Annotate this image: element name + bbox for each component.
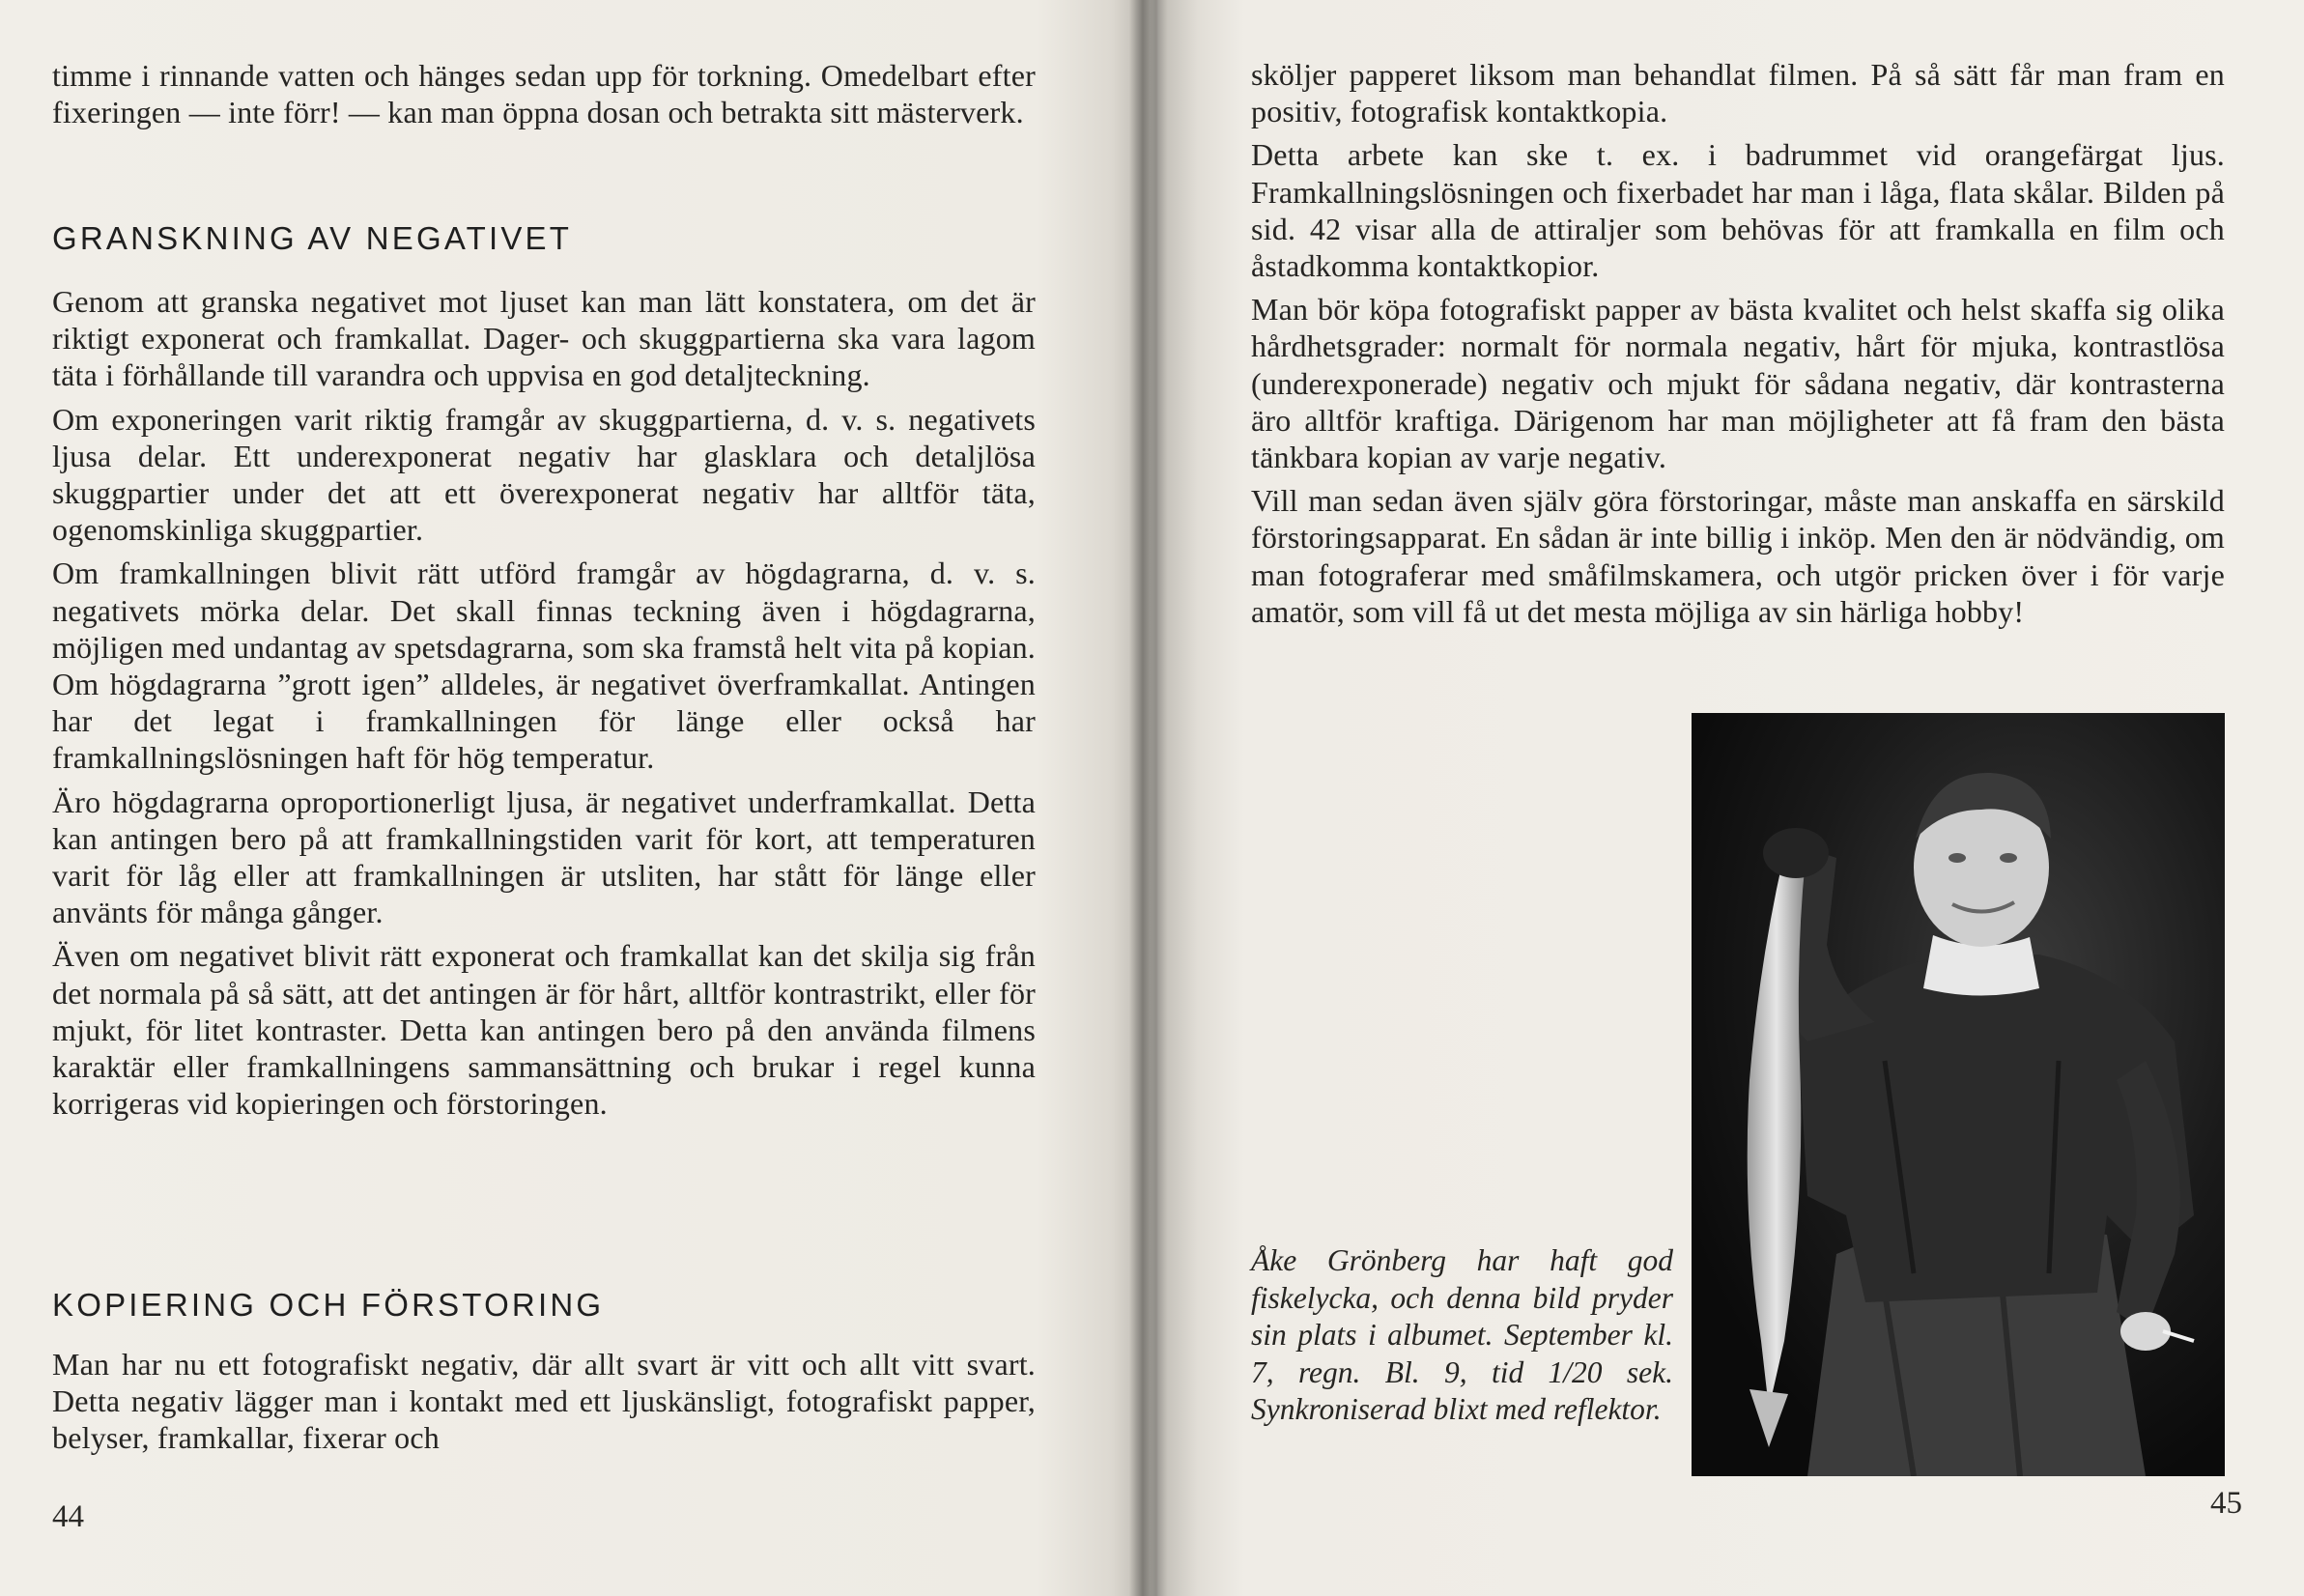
paragraph: Man bör köpa fotografiskt papper av bästa kvalitet och helst skaffa sig olika hårdhetsgrader: normalt för normala negativ, hårt för mjuka, kontrastlösa (underexponerade) negativ och mjukt för sådana negativ, där kontrasterna äro alltför kraftiga. Därigenom har man möjligheter att få fram den bästa tänkbara kopian av varje negativ.	[1251, 292, 2225, 475]
intro-text	[52, 57, 1036, 137]
paragraph: Vill man sedan även själv göra förstoringar, måste man anskaffa en särskild förstoringsapparat. En sådan är inte billig i inköp. Men den är nödvändig, om man fotograferar med småfilmskamera, och utgör pricken över i för varje amatör, som vill få ut det mesta möjliga av sin härliga hobby!	[1251, 483, 2225, 629]
paragraph: Detta arbete kan ske t. ex. i badrummet vid orangefärgat ljus. Framkallningslösningen och fixerbadet har man i låga, flata skålar. Bilden på sid. 42 visar alla de attiraljer som behövas för att framkalla en film och åstadkomma kontaktkopior.	[1251, 137, 2225, 284]
photo-caption	[1251, 1242, 1673, 1429]
paragraph: Om framkallningen blivit rätt utförd framgår av högdagrarna, d. v. s. negativets mörka delar. Det skall finnas teckning även i högdagrarna, möjligen med undantag av spetsdagrarna, som ska framstå helt vita på kopian. Om högdagrarna ”grott igen” alldeles, är negativet överframkallat. Antingen har det legat i framkallningen för länge eller också har framkallningslösningen haft för hög temperatur.	[52, 556, 1036, 776]
paragraph: Om exponeringen varit riktig framgår av skuggpartierna, d. v. s. negativets ljusa delar. Ett underexponerat negativ har glasklara och detaljlösa skuggpartier under det att ett överexponerat negativ har alltför täta, ogenomskinliga skuggpartier.	[52, 401, 1036, 548]
section-kopiering-body	[52, 1346, 1036, 1464]
intro-paragraph: timme i rinnande vatten och hänges sedan upp för torkning. Omedelbart efter fixeringen — inte förr! — kan man öppna dosan och betrakta sitt mästerverk.	[52, 58, 1036, 130]
left-page	[0, 0, 1130, 1596]
section-heading-kopiering: KOPIERING OCH FÖRSTORING	[52, 1287, 605, 1323]
paragraph: Även om negativet blivit rätt exponerat och framkallat kan det skilja sig från det normala på så sätt, att det antingen är för hårt, alltför kontrastrikt, eller för mjukt, för litet kontraster. Detta kan antingen bero på den använda filmens karaktär eller framkallningens sammansättning och brukar i regel kunna korrigeras vid kopieringen och förstoringen.	[52, 938, 1036, 1122]
page-number-right: 45	[2210, 1486, 2242, 1521]
paragraph: sköljer papperet liksom man behandlat filmen. På så sätt får man fram en positiv, fotografisk kontaktkopia.	[1251, 57, 2225, 129]
paragraph: Genom att granska negativet mot ljuset kan man lätt konstatera, om det är riktigt exponerat och framkallat. Dager- och skuggpartierna ska vara lagom täta i förhållande till varandra och uppvisa en god detaljteckning.	[52, 284, 1036, 393]
photo-man-with-fish	[1692, 713, 2225, 1476]
paragraph: Man har nu ett fotografiskt negativ, där allt svart är vitt och allt vitt svart. Detta negativ lägger man i kontakt med ett ljuskänsligt, fotografiskt papper, belyser, framkallar, fixerar och	[52, 1347, 1036, 1456]
right-page	[1169, 0, 2304, 1596]
page-number-left: 44	[52, 1499, 84, 1534]
right-body-text	[1251, 56, 2225, 637]
photo-illustration	[1692, 713, 2225, 1476]
section-granskning-body	[52, 283, 1036, 1128]
caption-text: Åke Grönberg har haft god fiskelycka, och denna bild pryder sin plats i albumet. September kl. 7, regn. Bl. 9, tid 1/20 sek. Synkroniserad blixt med reflektor.	[1251, 1243, 1673, 1426]
section-heading-granskning: GRANSKNING AV NEGATIVET	[52, 220, 573, 256]
paragraph: Äro högdagrarna oproportionerligt ljusa, är negativet underframkallat. Detta kan antingen bero på att framkallningstiden varit för kort, att temperaturen varit för låg eller att framkallningen är utsliten, har stått för länge eller använts för många gånger.	[52, 784, 1036, 930]
